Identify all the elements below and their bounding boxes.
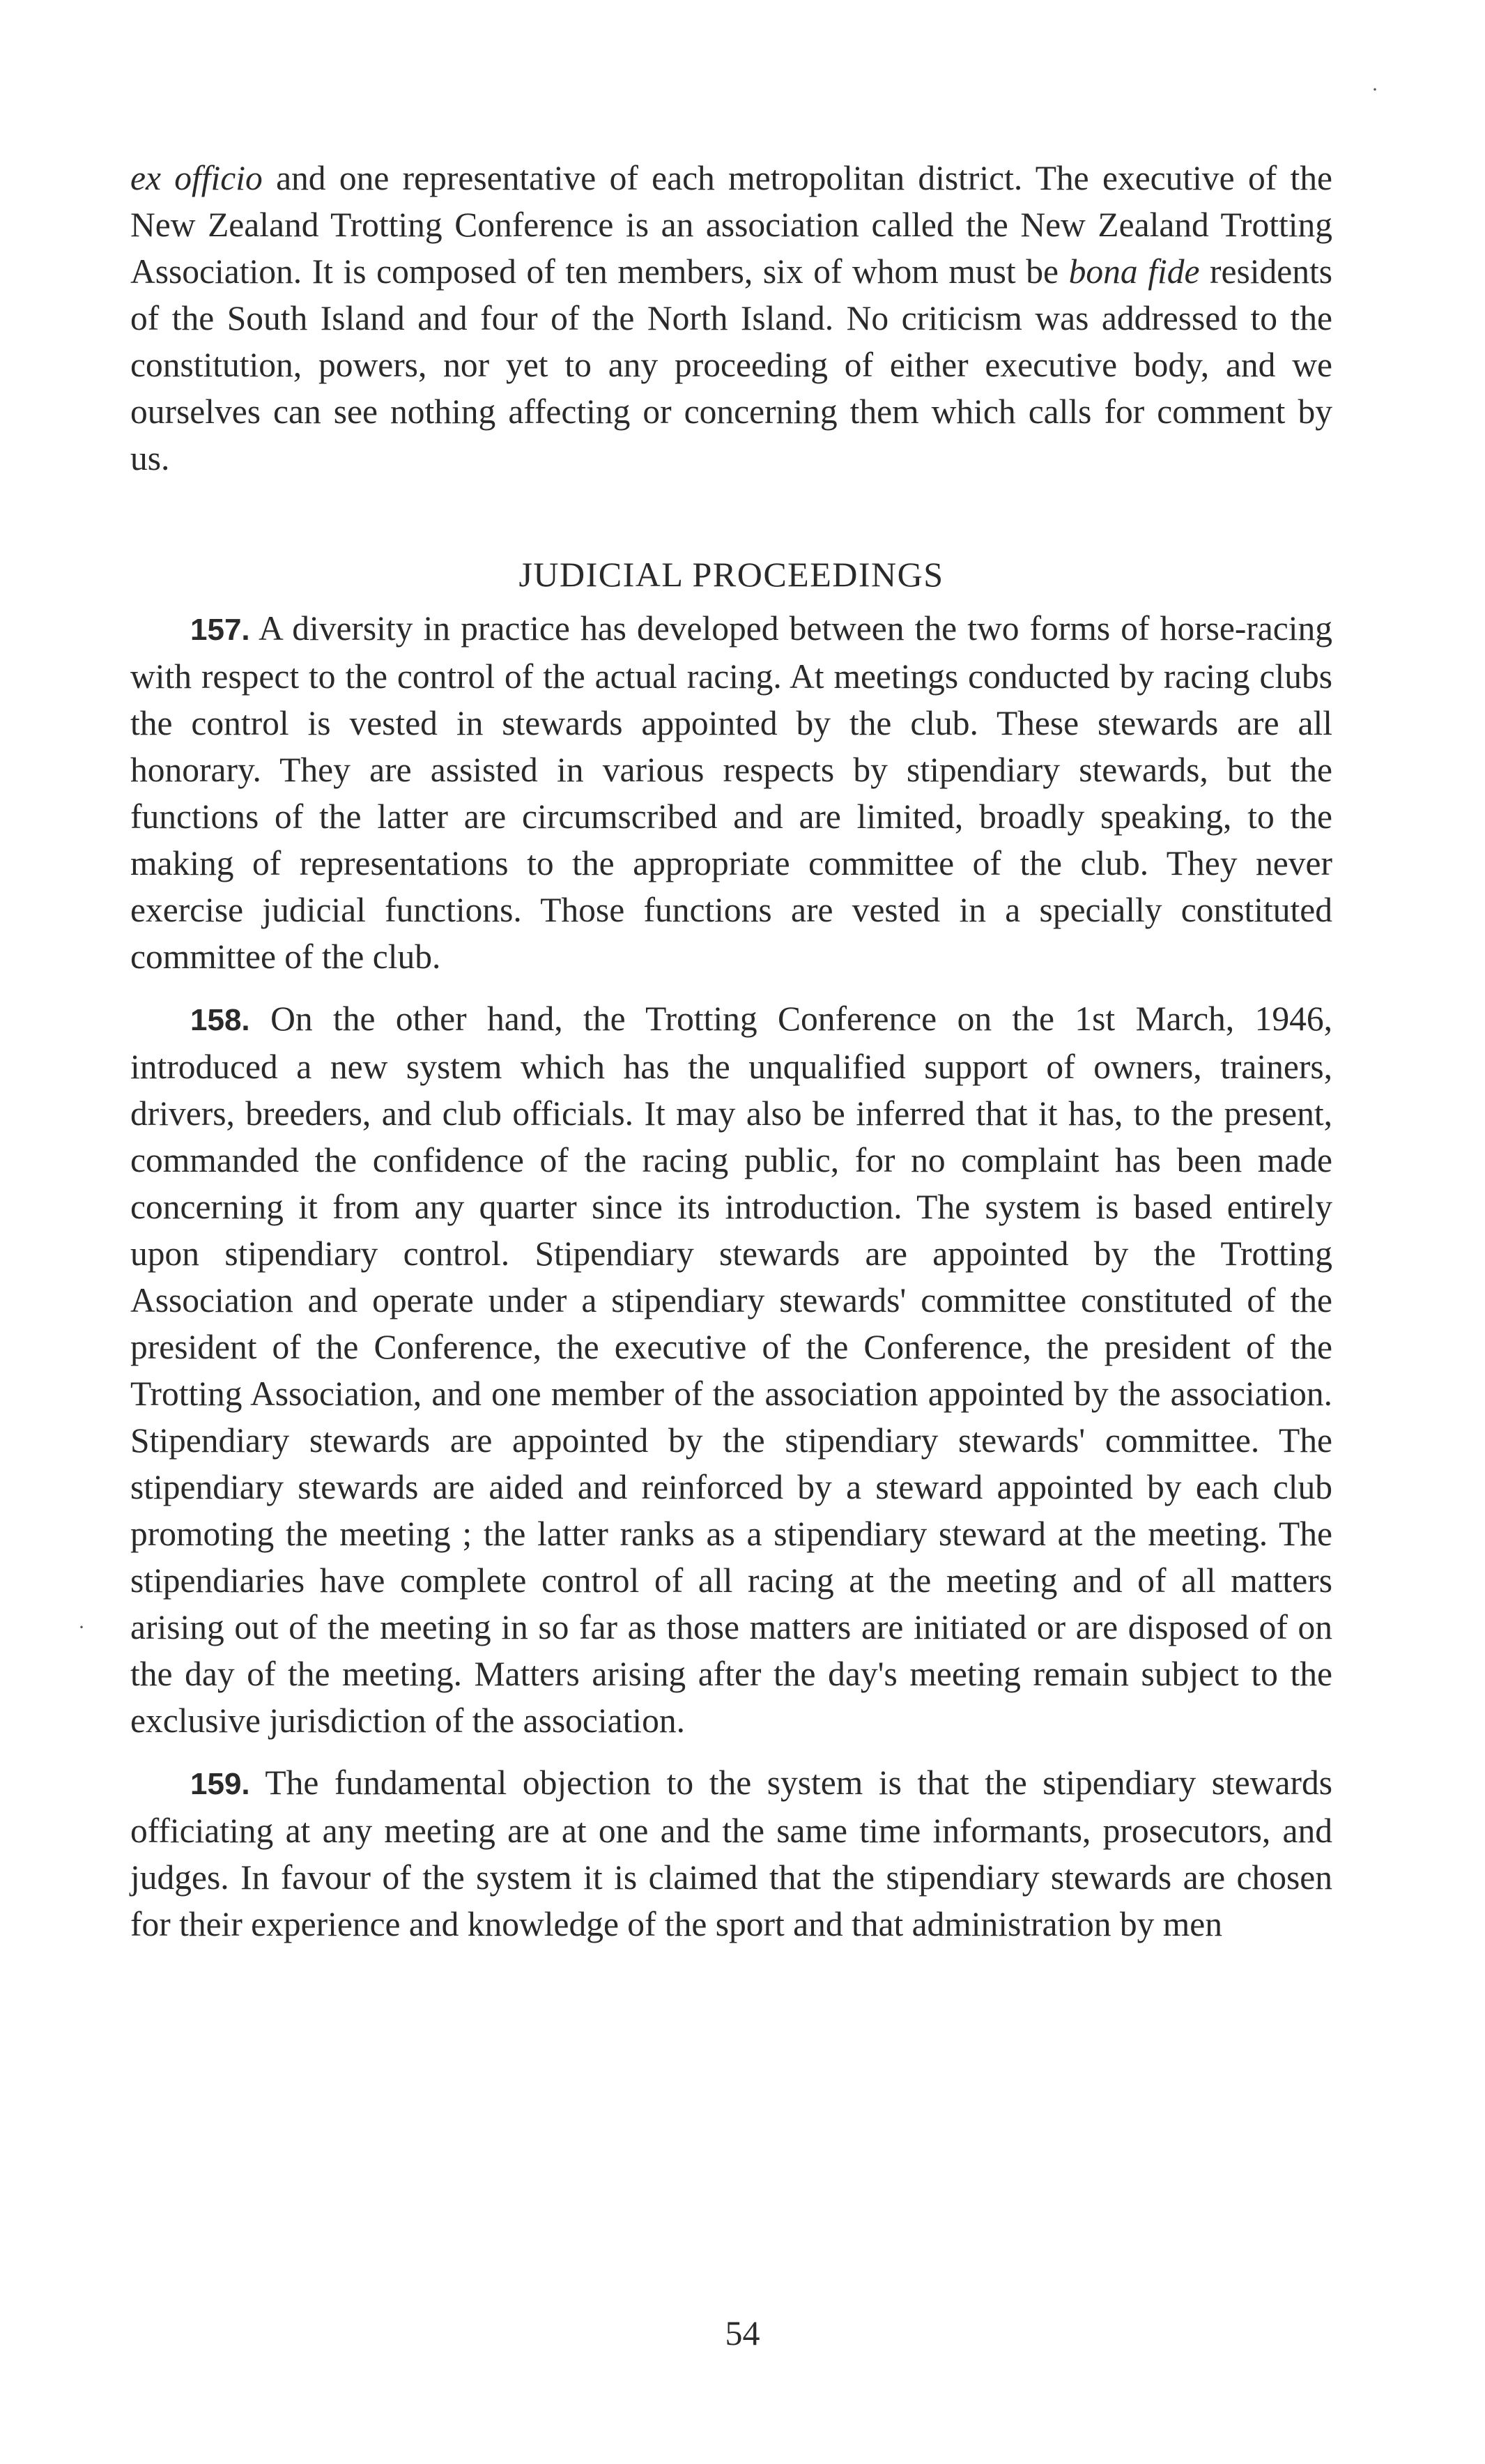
opening-text-part-1: and one representative of each metropolitan district. The executive of the New Zealand Trotting Conference is an association called the New Zealand Trotting Association. It is composed of ten members, six of whom must be [130, 159, 1332, 291]
italic-phrase-bona-fide: bona fide [1068, 252, 1200, 291]
section-heading: JUDICIAL PROCEEDINGS [518, 555, 944, 594]
paragraph-number: 157. [190, 613, 250, 647]
scan-speck: · [78, 1616, 85, 1639]
paragraph-number: 158. [190, 1003, 250, 1037]
italic-phrase-ex-officio: ex officio [130, 159, 263, 197]
paragraph-number: 159. [190, 1767, 250, 1801]
page-number: 54 [725, 2313, 760, 2352]
scan-speck: · [1371, 78, 1378, 101]
opening-text-part-2: residents of the South Island and four of the North Island. No criticism was addressed to the constitution, powers, nor yet to any proceeding of either executive body, and we ourselves can see nothing affecting or concerning them which calls for comment by us. [130, 252, 1332, 477]
paragraph-159 [130, 1759, 1332, 1948]
paragraph-text: A diversity in practice has developed between the two forms of horse-racing with respect to the control of the actual racing. At meetings conducted by racing clubs the control is vested in stewards appointed by the club. These stewards are all honorary. They are assisted in various respects by stipendiary stewards, but the functions of the latter are circumscribed and are limited, broadly speaking, to the making of representations to the appropriate committee of the club. They never exercise judicial functions. Those functions are vested in a specially constituted committee of the club. [130, 609, 1332, 976]
paragraph-157 [130, 605, 1332, 980]
paragraph-text: On the other hand, the Trotting Conference on the 1st March, 1946, introduced a new system which has the unqualified support of owners, trainers, drivers, breeders, and club officials. It may also be inferred that it has, to the present, commanded the confidence of the racing public, for no complaint has been made concerning it from any quarter since its introduction. The system is based entirely upon stipendiary control. Stipendiary stewards are appointed by the Trotting Association and operate under a stipendiary stewards' committee constituted of the president of the Conference, the executive of the Conference, the president of the Trotting Association, and one member of the association appointed by the association. Stipendiary stewards are appointed by the stipendiary stewards' committee. The stipendiary stewards are aided and reinforced by a steward appointed by each club promoting the meeting ; the latter ranks as a stipendiary steward at the meeting. The stipendiaries have complete control of all racing at the meeting and of all matters arising out of the meeting in so far as those matters are initiated or are disposed of on the day of the meeting. Matters arising after the day's meeting remain subject to the exclusive jurisdiction of the association. [130, 1000, 1332, 1740]
paragraph-text: The fundamental objection to the system is that the stipendiary stewards officiating at any meeting are at one and the same time informants, prosecutors, and judges. In favour of the system it is claimed that the stipendiary stewards are chosen for their experience and knowledge of the sport and that administration by men [130, 1763, 1332, 1943]
page-body [130, 155, 1332, 1948]
opening-paragraph [130, 155, 1332, 482]
paragraph-158 [130, 995, 1332, 1744]
